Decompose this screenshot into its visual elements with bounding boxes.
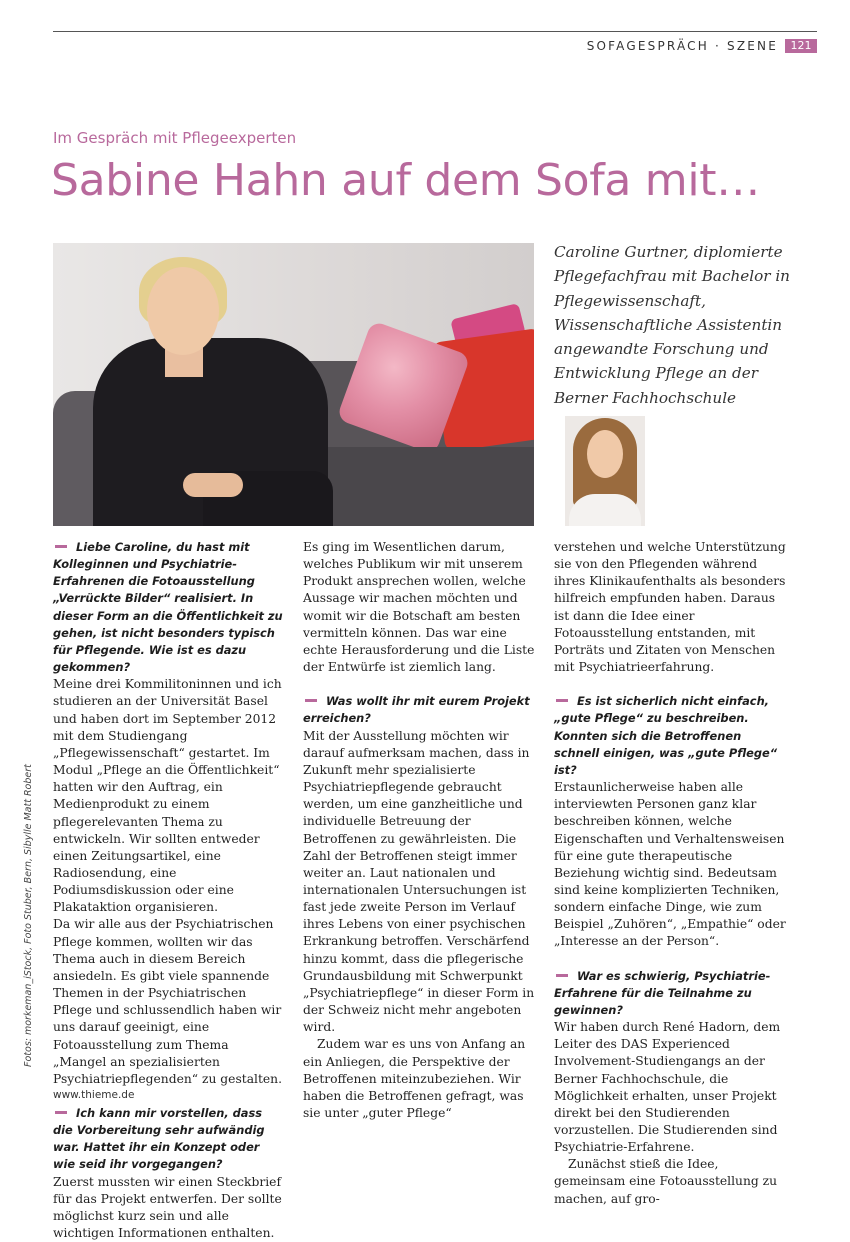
footer-url: www.thieme.de — [53, 1089, 135, 1101]
question-dash-icon — [556, 974, 568, 977]
answer-3: Mit der Ausstellung möchten wir darauf aufmerksam machen, dass in Zukunft mehr spezialisierte Psychiatriepflegende gebraucht werden, um eine ganzheitliche und individuelle Betreuung der Betroffenen zu gewährleisten. Die Zahl der Betroffenen steigt immer weiter an. Laut nationalen und internationalen Untersuchungen ist fast jede zweite Person im Verlauf ihres Lebens von einer psychischen Erkrankung betroffen. Verschärfend hinzu kommt, dass die pflegerische Grundausbildung mit Schwerpunkt „Psychiatriepflege“ in dieser Form in der Schweiz nicht mehr angeboten wird. — [303, 728, 535, 1035]
photo-credit: Fotos: morkeman_iStock, Foto Stuber, Bern, Sibylle Matt Robert — [23, 764, 34, 1067]
text-column-2 — [303, 539, 535, 1122]
answer-2-continued: Es ging im Wesentlichen darum, welches Publikum wir mit unserem Produkt ansprechen wollen, welche Aussage wir machen möchten und womit wir die Botschaft am besten vermitteln können. Das war eine echte Herausforderung und die Liste der Entwürfe ist ziemlich lang. — [303, 540, 535, 675]
question-dash-icon — [305, 699, 317, 702]
section-label: SOFAGESPRÄCH · SZENE — [586, 39, 778, 53]
answer-3-continued: verstehen und welche Unterstützung sie von den Pflegenden während ihres Klinikaufenthalts als besonders hilfreich empfunden haben. Daraus ist dann die Idee einer Fotoausstellung entstanden, mit Porträts und Zitaten von Menschen mit Psychiatrieerfahrung. — [554, 540, 786, 675]
question-3: Was wollt ihr mit eurem Projekt erreichen? — [303, 694, 530, 726]
article-kicker: Im Gespräch mit Pflegeexperten — [53, 129, 297, 147]
text-column-3 — [554, 539, 786, 1208]
answer-5b: Zunächst stieß die Idee, gemeinsam eine Fotoausstellung zu machen, auf gro- — [554, 1157, 778, 1206]
text-column-1 — [53, 539, 285, 1242]
question-1: Liebe Caroline, du hast mit Kolleginnen und Psychiatrie-Erfahrenen die Fotoausstellung „Verrückte Bilder“ realisiert. In dieser Form an die Öffentlichkeit zu gehen, ist nicht besonders typisch für Pflegende. Wie ist es dazu gekommen? — [53, 540, 283, 675]
guest-caption: Caroline Gurtner, diplomierte Pflegefachfrau mit Bachelor in Pflegewissenschaft, Wissenschaftliche Assistentin angewandte Forschung und Entwicklung Pflege an der Berner Fachhochschule — [554, 243, 790, 407]
question-2: Ich kann mir vorstellen, dass die Vorbereitung sehr aufwändig war. Hattet ihr ein Konzept oder wie seid ihr vorgegangen? — [53, 1106, 265, 1172]
question-dash-icon — [556, 699, 568, 702]
page-number-badge: 121 — [785, 39, 817, 53]
answer-1b: Da wir alle aus der Psychiatrischen Pflege kommen, wollten wir das Thema auch in diesem Bereich ansiedeln. Es gibt viele spannende Themen in der Psychiatrischen Pflege und schlussendlich haben wir uns darauf geeinigt, eine Fotoausstellung zum Thema „Mangel an spezialisierten Psychiatriepflegenden“ zu gestalten. — [53, 917, 283, 1086]
answer-1: Meine drei Kommilitoninnen und ich studieren an der Universität Basel und haben dort im September 2012 mit dem Studiengang „Pflegewissenschaft“ gestartet. Im Modul „Pflege an die Öffentlichkeit“ hatten wir den Auftrag, ein Medienprodukt zu einem pflegerelevanten Thema zu entwickeln. Wir sollten entweder einen Zeitungsartikel, eine Radiosendung, eine Podiumsdiskussion oder eine Plakataktion organisieren. — [53, 677, 282, 915]
answer-4: Erstaunlicherweise haben alle interviewten Personen ganz klar beschreiben können, welche Eigenschaften und Verhaltensweisen für eine gute therapeutische Beziehung wichtig sind. Bedeutsam sind keine komplizierten Techniken, sondern einfache Dinge, wie zum Beispiel „Zuhören“, „Empathie“ oder „Interesse an der Person“. — [554, 780, 786, 949]
header-rule — [53, 31, 817, 32]
question-dash-icon — [55, 1111, 67, 1114]
question-5: War es schwierig, Psychiatrie-Erfahrene für die Teilnahme zu gewinnen? — [554, 968, 771, 1017]
answer-3b: Zudem war es uns von Anfang an ein Anliegen, die Perspektive der Betroffenen miteinzubeziehen. Wir haben die Betroffenen gefragt, was sie unter „guter Pflege“ — [303, 1037, 526, 1120]
sofa-photo — [53, 243, 534, 526]
answer-5: Wir haben durch René Hadorn, dem Leiter des DAS Experienced Involvement-Studiengangs an der Berner Fachhochschule, die Möglichkeit erhalten, unser Projekt direkt bei den Studierenden vorzustellen. Die Studierenden sind Psychiatrie-Erfahrene. — [554, 1020, 781, 1155]
question-dash-icon — [55, 545, 67, 548]
question-4: Es ist sicherlich nicht einfach, „gute Pflege“ zu beschreiben. Konnten sich die Betroffenen schnell einigen, was „gute Pflege“ ist? — [554, 694, 778, 777]
guest-portrait — [565, 416, 645, 526]
answer-2: Zuerst mussten wir einen Steckbrief für das Projekt entwerfen. Der sollte möglichst kurz sein und alle wichtigen Informationen enthalten. — [53, 1174, 282, 1241]
article-title: Sabine Hahn auf dem Sofa mit… — [51, 155, 760, 206]
